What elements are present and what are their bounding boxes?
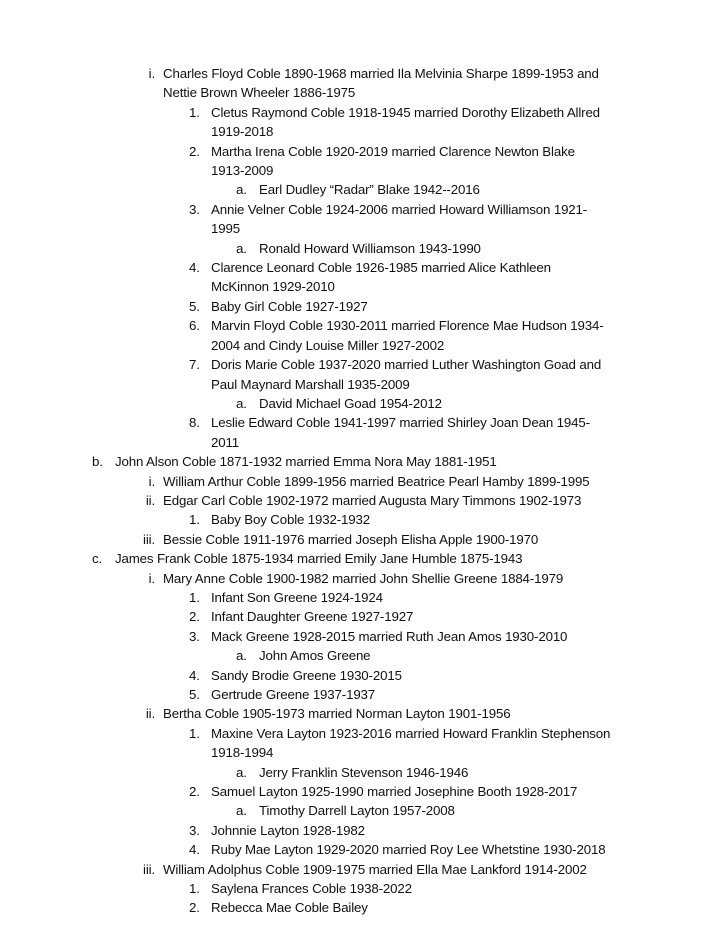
list-marker: i. [148, 570, 155, 586]
list-item [0, 491, 703, 510]
list-item-text: 1995 [211, 221, 240, 237]
list-item-text: 1919-2018 [211, 124, 274, 140]
list-item-text: Marvin Floyd Coble 1930-2011 married Florence Mae Hudson 1934- [211, 318, 604, 334]
list-item [0, 452, 703, 471]
list-item [0, 646, 703, 665]
list-item-text: William Adolphus Coble 1909-1975 married Ella Mae Lankford 1914-2002 [163, 861, 587, 877]
list-item [0, 607, 703, 626]
list-item [0, 413, 703, 452]
list-item [0, 200, 703, 239]
list-item [0, 588, 703, 607]
list-item-text: Martha Irena Coble 1920-2019 married Clarence Newton Blake [211, 143, 575, 159]
list-item [0, 627, 703, 646]
list-item-text: Mary Anne Coble 1900-1982 married John Shellie Greene 1884-1979 [163, 570, 564, 586]
list-marker: 2. [189, 143, 200, 159]
list-item-text: Mack Greene 1928-2015 married Ruth Jean Amos 1930-2010 [211, 628, 568, 644]
list-item [0, 840, 703, 859]
list-marker: 7. [189, 357, 200, 373]
list-item-text: 2004 and Cindy Louise Miller 1927-2002 [211, 337, 445, 353]
list-marker: 1. [189, 512, 200, 528]
list-item-text: Rebecca Mae Coble Bailey [211, 900, 368, 916]
list-item-text: Bessie Coble 1911-1976 married Joseph Elisha Apple 1900-1970 [163, 531, 539, 547]
list-marker: c. [92, 551, 103, 567]
list-item [0, 297, 703, 316]
list-marker: 1. [189, 725, 200, 741]
list-item-text: James Frank Coble 1875-1934 married Emily Jane Humble 1875-1943 [115, 551, 523, 567]
list-item [0, 239, 703, 258]
list-item-text: Earl Dudley “Radar” Blake 1942--2016 [259, 182, 480, 198]
list-marker: 1. [189, 589, 200, 605]
list-marker: a. [236, 764, 247, 780]
list-item-text: Infant Son Greene 1924-1924 [211, 589, 383, 605]
list-marker: a. [236, 803, 247, 819]
list-marker: b. [92, 454, 103, 470]
list-item-text: Baby Boy Coble 1932-1932 [211, 512, 371, 528]
list-item-text: John Amos Greene [259, 648, 371, 664]
list-item [0, 763, 703, 782]
list-marker: ii. [145, 492, 155, 508]
list-item [0, 549, 703, 568]
list-marker: 4. [189, 842, 200, 858]
list-item-text: Ruby Mae Layton 1929-2020 married Roy Lee Whetstine 1930-2018 [211, 842, 606, 858]
list-item-text: Johnnie Layton 1928-1982 [211, 822, 365, 838]
list-item-text: Infant Daughter Greene 1927-1927 [211, 609, 414, 625]
list-marker: 6. [189, 318, 200, 334]
list-item [0, 180, 703, 199]
list-item [0, 898, 703, 917]
list-item [0, 879, 703, 898]
list-marker: ii. [145, 706, 155, 722]
list-item-text: 1913-2009 [211, 163, 274, 179]
list-item-text: Leslie Edward Coble 1941-1997 married Shirley Joan Dean 1945- [211, 415, 590, 431]
list-marker: 5. [189, 298, 200, 314]
list-item [0, 64, 703, 103]
list-item-text: Paul Maynard Marshall 1935-2009 [211, 376, 410, 392]
list-item-text: Maxine Vera Layton 1923-2016 married Howard Franklin Stephenson [211, 725, 611, 741]
list-item-text: Sandy Brodie Greene 1930-2015 [211, 667, 402, 683]
list-item-text: Nettie Brown Wheeler 1886-1975 [163, 85, 356, 101]
list-item-text: John Alson Coble 1871-1932 married Emma Nora May 1881-1951 [115, 454, 497, 470]
list-item [0, 801, 703, 820]
list-item [0, 685, 703, 704]
list-item-text: David Michael Goad 1954-2012 [259, 395, 442, 411]
document-body [0, 64, 703, 918]
list-item [0, 569, 703, 588]
list-item-text: Doris Marie Coble 1937-2020 married Luther Washington Goad and [211, 357, 602, 373]
list-marker: iii. [143, 861, 155, 877]
list-marker: i. [148, 473, 155, 489]
list-marker: i. [148, 66, 155, 81]
list-item-text: Timothy Darrell Layton 1957-2008 [259, 803, 455, 819]
list-item-text: 1918-1994 [211, 745, 274, 761]
list-item-text: Bertha Coble 1905-1973 married Norman Layton 1901-1956 [163, 706, 511, 722]
list-marker: a. [236, 240, 247, 256]
list-marker: 3. [189, 201, 200, 217]
list-marker: 5. [189, 687, 200, 702]
list-item [0, 860, 703, 879]
list-marker: 4. [189, 667, 200, 683]
list-marker: a. [236, 182, 247, 198]
list-marker: 4. [189, 260, 200, 276]
list-item-text: Ronald Howard Williamson 1943-1990 [259, 240, 481, 256]
list-marker: 3. [189, 822, 200, 838]
list-marker: iii. [143, 531, 155, 547]
list-item [0, 394, 703, 413]
list-item [0, 316, 703, 355]
list-item-text: Samuel Layton 1925-1990 married Josephine Booth 1928-2017 [211, 784, 578, 800]
list-marker: 1. [189, 104, 200, 120]
list-item [0, 258, 703, 297]
list-marker: 3. [189, 628, 200, 644]
list-item-text: Gertrude Greene 1937-1937 [211, 687, 376, 702]
list-item [0, 782, 703, 801]
list-marker: 2. [189, 784, 200, 800]
list-marker: a. [236, 648, 247, 664]
list-item-text: Jerry Franklin Stevenson 1946-1946 [259, 764, 469, 780]
list-item-text: William Arthur Coble 1899-1956 married Beatrice Pearl Hamby 1899-1995 [163, 473, 590, 489]
list-item-text: Clarence Leonard Coble 1926-1985 married Alice Kathleen [211, 260, 551, 276]
list-marker: 2. [189, 609, 200, 625]
list-item-text: 2011 [211, 434, 239, 450]
list-item-text: McKinnon 1929-2010 [211, 279, 335, 295]
list-item-text: Baby Girl Coble 1927-1927 [211, 298, 368, 314]
list-item-text: Annie Velner Coble 1924-2006 married Howard Williamson 1921- [211, 201, 588, 217]
list-marker: 2. [189, 900, 200, 916]
list-item-text: Saylena Frances Coble 1938-2022 [211, 881, 412, 897]
list-marker: 8. [189, 415, 200, 431]
list-marker: 1. [189, 881, 200, 897]
list-item [0, 530, 703, 549]
list-item-text: Edgar Carl Coble 1902-1972 married Augusta Mary Timmons 1902-1973 [163, 492, 582, 508]
list-marker: a. [236, 395, 247, 411]
list-item [0, 510, 703, 529]
list-item-text: Charles Floyd Coble 1890-1968 married Ila Melvinia Sharpe 1899-1953 and [163, 66, 599, 81]
list-item [0, 704, 703, 723]
list-item [0, 666, 703, 685]
list-item [0, 472, 703, 491]
list-item-text: Cletus Raymond Coble 1918-1945 married Dorothy Elizabeth Allred [211, 104, 600, 120]
list-item [0, 821, 703, 840]
list-item [0, 142, 703, 181]
list-item [0, 724, 703, 763]
list-item [0, 355, 703, 394]
list-item [0, 103, 703, 142]
